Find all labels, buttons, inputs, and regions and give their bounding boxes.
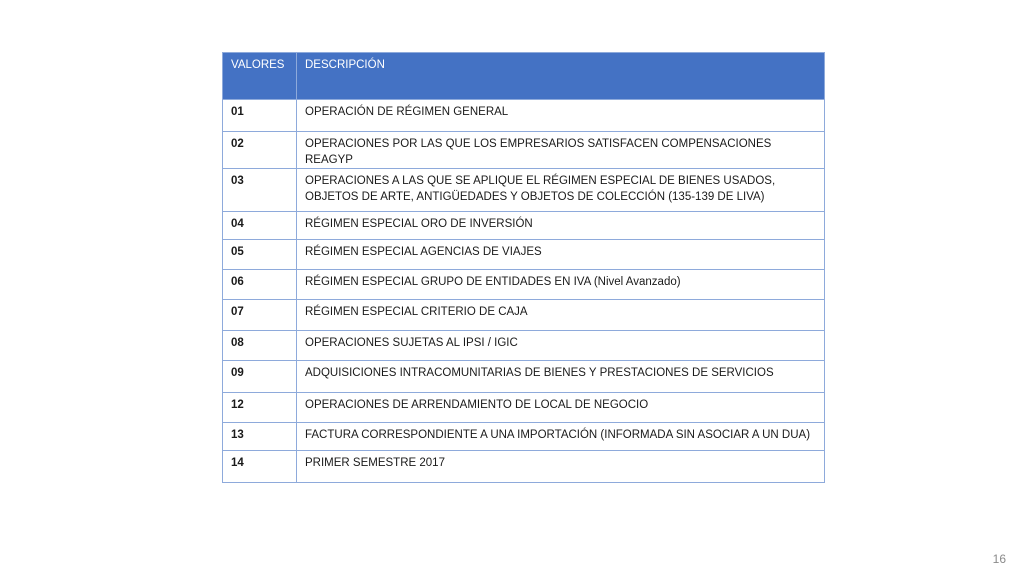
row-code: 02 (223, 132, 297, 169)
row-description: OPERACIONES SUJETAS AL IPSI / IGIC (297, 331, 825, 361)
row-description: OPERACIÓN DE RÉGIMEN GENERAL (297, 100, 825, 132)
row-description: RÉGIMEN ESPECIAL CRITERIO DE CAJA (297, 300, 825, 331)
row-description: OPERACIONES POR LAS QUE LOS EMPRESARIOS SATISFACEN COMPENSACIONES REAGYP (297, 132, 825, 169)
row-description: OPERACIONES A LAS QUE SE APLIQUE EL RÉGIMEN ESPECIAL DE BIENES USADOS, OBJETOS DE ARTE, ANTIGÜEDADES Y OBJETOS DE COLECCIÓN (135-139 DE LIVA) (297, 169, 825, 212)
row-description: OPERACIONES DE ARRENDAMIENTO DE LOCAL DE NEGOCIO (297, 393, 825, 423)
header-values: VALORES (223, 53, 297, 100)
row-code: 01 (223, 100, 297, 132)
table-row (223, 132, 825, 169)
row-code: 07 (223, 300, 297, 331)
row-code: 06 (223, 270, 297, 300)
table-row (223, 331, 825, 361)
table-row (223, 100, 825, 132)
table-row (223, 169, 825, 212)
table-row (223, 451, 825, 483)
header-description: DESCRIPCIÓN (297, 53, 825, 100)
row-description: FACTURA CORRESPONDIENTE A UNA IMPORTACIÓN (INFORMADA SIN ASOCIAR A UN DUA) (297, 423, 825, 451)
row-description: ADQUISICIONES INTRACOMUNITARIAS DE BIENES Y PRESTACIONES DE SERVICIOS (297, 361, 825, 393)
row-description: PRIMER SEMESTRE 2017 (297, 451, 825, 483)
row-code: 04 (223, 212, 297, 240)
table-row (223, 361, 825, 393)
page-number: 16 (992, 552, 1006, 566)
row-code: 08 (223, 331, 297, 361)
codes-table (222, 52, 825, 483)
row-code: 13 (223, 423, 297, 451)
table-row (223, 240, 825, 270)
row-code: 05 (223, 240, 297, 270)
row-description: RÉGIMEN ESPECIAL ORO DE INVERSIÓN (297, 212, 825, 240)
row-code: 09 (223, 361, 297, 393)
table-header-row (223, 53, 825, 100)
table-row (223, 423, 825, 451)
row-description: RÉGIMEN ESPECIAL GRUPO DE ENTIDADES EN IVA (Nivel Avanzado) (297, 270, 825, 300)
table-row (223, 393, 825, 423)
row-code: 14 (223, 451, 297, 483)
row-code: 03 (223, 169, 297, 212)
table-row (223, 212, 825, 240)
table-row (223, 300, 825, 331)
row-code: 12 (223, 393, 297, 423)
table-row (223, 270, 825, 300)
row-description: RÉGIMEN ESPECIAL AGENCIAS DE VIAJES (297, 240, 825, 270)
